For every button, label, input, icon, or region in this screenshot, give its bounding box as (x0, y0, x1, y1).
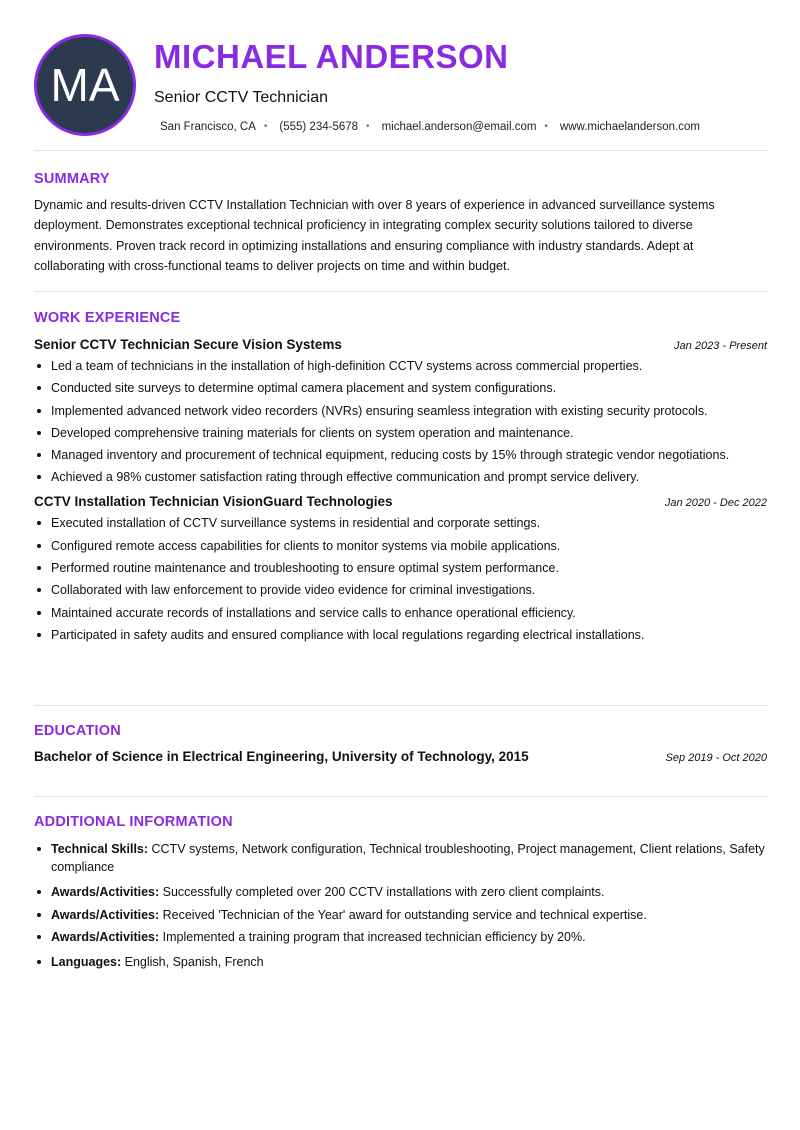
item-label: Awards/Activities: (51, 930, 160, 944)
item-text: English, Spanish, French (121, 955, 264, 969)
item-label: Awards/Activities: (51, 907, 160, 922)
item-text: Successfully completed over 200 CCTV installations with zero client complaints. (159, 885, 605, 899)
contact-bar (160, 121, 700, 133)
avatar-initials: MA (50, 59, 120, 111)
additional-list (34, 840, 767, 971)
education-date: Sep 2019 - Oct 2020 (665, 752, 767, 764)
summary-section (34, 151, 767, 292)
section-heading: ADDITIONAL INFORMATION (34, 814, 233, 830)
candidate-title: Senior CCTV Technician (154, 89, 329, 106)
list-item (34, 906, 767, 924)
job-date: Jan 2023 - Present (674, 340, 767, 352)
section-heading: WORK EXPERIENCE (34, 310, 181, 326)
contact-website[interactable]: www.michaelanderson.com (559, 121, 700, 133)
work-experience-section (34, 292, 767, 706)
resume-page (34, 0, 767, 976)
contact-location: San Francisco, CA (160, 121, 256, 133)
job-bullets (34, 514, 767, 643)
list-item (34, 840, 767, 876)
bullet-separator-icon: • (366, 121, 370, 132)
job-entry (34, 494, 767, 643)
degree: Bachelor of Science in Electrical Engineering, University of Technology, 2015 (34, 749, 529, 764)
list-item: Maintained accurate records of installations and service calls to enhance operational efficiency. (34, 604, 767, 622)
contact-phone[interactable]: (555) 234-5678 (279, 121, 359, 133)
list-item: Participated in safety audits and ensured compliance with local regulations regarding electrical installations. (34, 626, 767, 644)
list-item: Performed routine maintenance and troubleshooting to ensure optimal system performance. (34, 559, 767, 577)
item-text: CCTV systems, Network configuration, Technical troubleshooting, Project management, Client relations, Safety compliance (51, 842, 765, 874)
item-label: Languages: (51, 955, 122, 969)
job-date: Jan 2020 - Dec 2022 (664, 497, 767, 510)
section-heading: EDUCATION (34, 723, 121, 739)
resume-header (34, 0, 767, 151)
contact-email[interactable]: michael.anderson@email.com (381, 121, 537, 133)
additional-info-section (34, 797, 767, 971)
list-item (34, 953, 767, 971)
list-item: Led a team of technicians in the installation of high-definition CCTV systems across commercial properties. (34, 357, 767, 375)
job-role: Senior CCTV Technician Secure Vision Systems (34, 337, 342, 352)
item-text: Implemented a training program that increased technician efficiency by 20%. (159, 930, 586, 944)
bullet-separator-icon: • (544, 121, 548, 132)
item-label: Awards/Activities: (51, 885, 160, 899)
avatar (34, 34, 136, 136)
section-heading: SUMMARY (34, 171, 110, 187)
list-item: Developed comprehensive training materials for clients on system operation and maintenance. (34, 424, 767, 442)
list-item: Achieved a 98% customer satisfaction rating through effective communication and prompt service delivery. (34, 468, 767, 486)
list-item: Conducted site surveys to determine optimal camera placement and system configurations. (34, 379, 767, 397)
item-label: Technical Skills: (51, 842, 149, 856)
list-item: Executed installation of CCTV surveillance systems in residential and corporate settings. (34, 514, 767, 532)
job-entry (34, 337, 767, 486)
job-role: CCTV Installation Technician VisionGuard Technologies (34, 494, 393, 510)
list-item (34, 883, 767, 901)
item-text: Received 'Technician of the Year' award for outstanding service and technical expertise. (159, 907, 647, 922)
candidate-name: MICHAEL ANDERSON (154, 38, 509, 75)
list-item (34, 928, 767, 946)
summary-text: Dynamic and results-driven CCTV Installation Technician with over 8 years of experience in advanced surveillance systems deployment. Demonstrates exceptional technical proficiency in integrating complex security solutions tailored to diverse environments. Proven track record in optimizing installations and ensuring compliance with industry standards. Adept at collaborating with cross-functional teams to deliver projects on time and within budget. (34, 198, 715, 273)
list-item: Implemented advanced network video recorders (NVRs) ensuring seamless integration with existing security protocols. (34, 402, 767, 420)
bullet-separator-icon: • (263, 121, 268, 132)
job-bullets (34, 357, 767, 486)
education-section (34, 706, 767, 797)
list-item: Collaborated with law enforcement to provide video evidence for criminal investigations. (34, 581, 767, 599)
list-item: Configured remote access capabilities for clients to monitor systems via mobile applications. (34, 537, 767, 555)
list-item: Managed inventory and procurement of technical equipment, reducing costs by 15% through strategic vendor negotiations. (34, 446, 767, 464)
